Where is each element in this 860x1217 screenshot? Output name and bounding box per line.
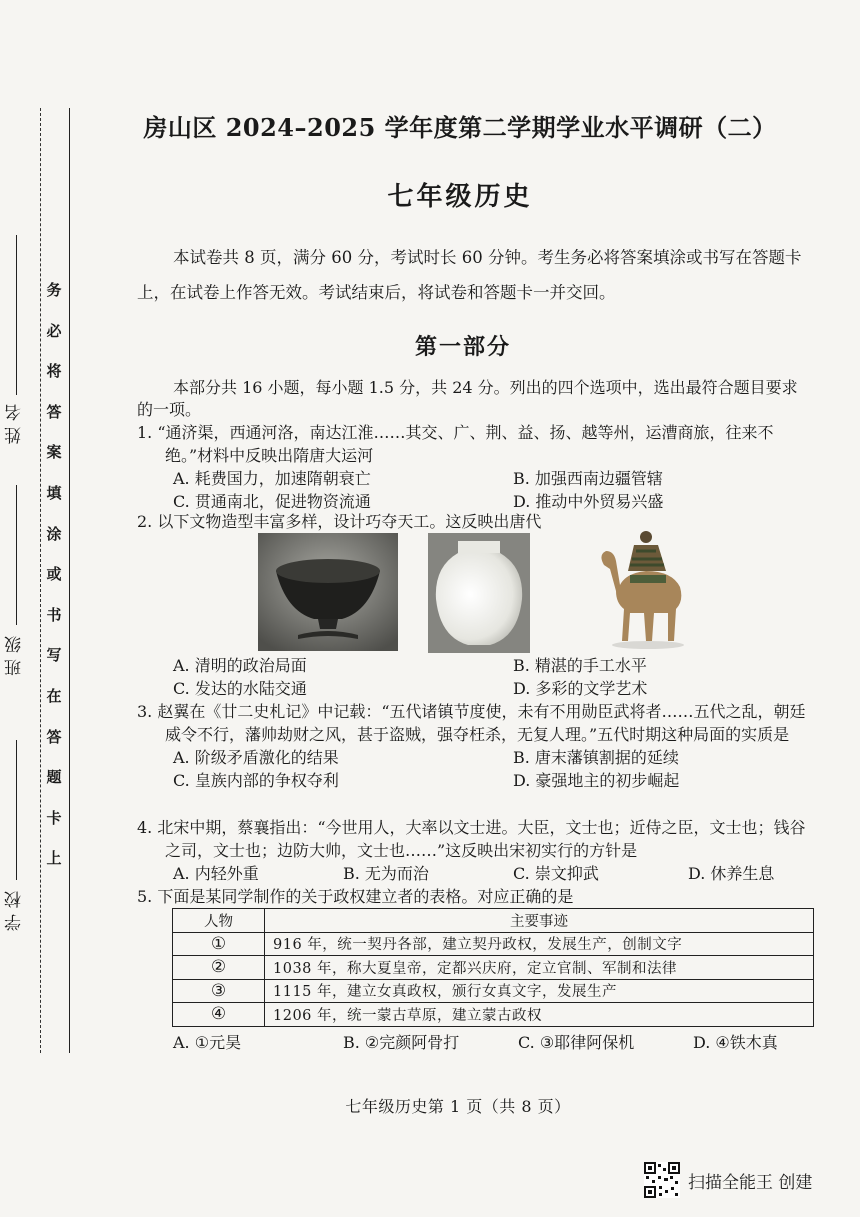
name-label: 姓名 — [5, 398, 25, 444]
table-cell-text: 1206 年，统一蒙古草原，建立蒙古政权 — [265, 1003, 814, 1027]
option-a: A. 清明的政治局面 — [173, 656, 307, 675]
question-stem: 4. 北宋中期，蔡襄指出：“今世用人，大率以文士进。大臣，文士也；近侍之臣，文士也；钱谷之司，文士也；边防大帅，文士也……”这反映出宋初实行的方针是 — [137, 818, 806, 860]
notice-char: 卡 — [46, 808, 62, 827]
part-heading: 第一部分 — [414, 334, 511, 360]
notice-char: 答 — [46, 402, 62, 421]
school-write-line — [16, 740, 17, 880]
notice-char: 务 — [46, 281, 62, 299]
notice-char: 填 — [46, 483, 62, 502]
option-d: D. 休养生息 — [688, 864, 775, 883]
question-stem: 3. 赵翼在《廿二史札记》中记载：“五代诸镇节度使，未有不用勋臣武将者……五代之乱，朝廷威令不行，藩帅劫财之风，甚于盗贼，强夺枉杀，无复人理。”五代时期这种局面的实质是 — [137, 702, 806, 744]
option-a: A. ①元昊 — [173, 1033, 242, 1052]
question-3 — [137, 700, 809, 792]
artifact-images — [258, 533, 698, 653]
table-row — [173, 932, 814, 956]
option-b: B. 唐末藩镇割据的延续 — [513, 748, 679, 767]
question-stem: 1. “通济渠，西通河洛，南达江淮……其交、广、荆、益、扬、越等州，运漕商旅，往来不绝。”材料中反映出隋唐大运河 — [137, 423, 774, 465]
table-header-row — [173, 909, 814, 933]
name-write-line — [16, 235, 17, 395]
option-c: C. ③耶律阿保机 — [518, 1033, 635, 1052]
notice-char: 将 — [46, 362, 62, 381]
option-b: B. 精湛的手工水平 — [513, 656, 647, 675]
question-4 — [137, 816, 809, 885]
school-label: 学校 — [5, 885, 25, 931]
table-cell-text: 1115 年，建立女真政权，颁行女真文字，发展生产 — [265, 979, 814, 1003]
question-1 — [137, 421, 809, 513]
binding-notice — [44, 280, 64, 868]
question-stem: 2. 以下文物造型丰富多样，设计巧夺天工。这反映出唐代 — [137, 512, 542, 531]
question-2 — [137, 510, 809, 533]
notice-char: 上 — [46, 849, 62, 868]
table-row — [173, 956, 814, 980]
qr-code-icon — [644, 1162, 680, 1198]
notice-char: 书 — [46, 605, 62, 624]
option-c: C. 皇族内部的争权夺利 — [173, 771, 339, 790]
table-cell-index: ④ — [173, 1003, 265, 1027]
option-c: C. 发达的水陆交通 — [173, 679, 307, 698]
notice-char: 必 — [46, 321, 62, 340]
question-5-options — [137, 1031, 809, 1054]
binding-solid-line — [69, 108, 70, 1053]
exam-intro: 本试卷共 8 页，满分 60 分，考试时长 60 分钟。考生务必将答案填涂或书写在答题卡上，在试卷上作答无效。考试结束后，将试卷和答题卡一并交回。 — [137, 248, 802, 302]
option-b: B. 加强西南边疆管辖 — [513, 469, 663, 488]
table-cell-index: ② — [173, 956, 265, 980]
exam-subtitle: 七年级历史 — [387, 182, 533, 212]
exam-title: 房山区 2024–2025 学年度第二学期学业水平调研（二） — [143, 113, 777, 142]
camel-figure-artifact-image — [586, 525, 698, 655]
option-b: B. 无为而治 — [343, 864, 429, 883]
notice-char: 或 — [46, 565, 62, 584]
question-2-options — [137, 654, 809, 700]
notice-char: 答 — [46, 727, 62, 746]
option-d: D. 多彩的文学艺术 — [513, 679, 648, 698]
cup-artifact-image — [258, 533, 398, 651]
notice-char: 涂 — [46, 524, 62, 543]
option-c: C. 崇文抑武 — [513, 864, 599, 883]
option-c: C. 贯通南北，促进物资流通 — [173, 492, 371, 511]
jar-artifact-image — [428, 533, 530, 653]
question-5 — [137, 885, 809, 908]
table-cell-text: 916 年，统一契丹各部，建立契丹政权，发展生产，创制文字 — [265, 932, 814, 956]
class-label: 班级 — [5, 630, 25, 676]
class-write-line — [16, 485, 17, 625]
table-row — [173, 979, 814, 1003]
binding-dashed-line — [40, 108, 41, 1053]
table-header: 人物 — [173, 909, 265, 933]
option-d: D. 推动中外贸易兴盛 — [513, 492, 664, 511]
question-stem: 5. 下面是某同学制作的关于政权建立者的表格。对应正确的是 — [137, 887, 574, 906]
table-cell-text: 1038 年，称大夏皇帝，定都兴庆府，定立官制、军制和法律 — [265, 956, 814, 980]
option-a: A. 内轻外重 — [173, 864, 259, 883]
notice-char: 题 — [46, 768, 62, 787]
option-a: A. 耗费国力，加速隋朝衰亡 — [173, 469, 371, 488]
option-a: A. 阶级矛盾激化的结果 — [173, 748, 339, 767]
table-header: 主要事迹 — [265, 909, 814, 933]
watermark-text: 扫描全能王 创建 — [688, 1172, 813, 1193]
table-row — [173, 1003, 814, 1027]
table-cell-index: ① — [173, 932, 265, 956]
notice-char: 写 — [46, 646, 62, 665]
page-footer: 七年级历史第 1 页（共 8 页） — [345, 1097, 571, 1116]
rulers-table — [172, 908, 814, 1027]
option-b: B. ②完颜阿骨打 — [343, 1033, 460, 1052]
notice-char: 案 — [46, 443, 62, 462]
option-d: D. ④铁木真 — [693, 1033, 778, 1052]
table-cell-index: ③ — [173, 979, 265, 1003]
notice-char: 在 — [46, 686, 62, 705]
part-instructions: 本部分共 16 小题，每小题 1.5 分，共 24 分。列出的四个选项中，选出最符合题目要求的一项。 — [137, 378, 798, 419]
scanner-watermark — [644, 1160, 812, 1200]
option-d: D. 豪强地主的初步崛起 — [513, 771, 680, 790]
